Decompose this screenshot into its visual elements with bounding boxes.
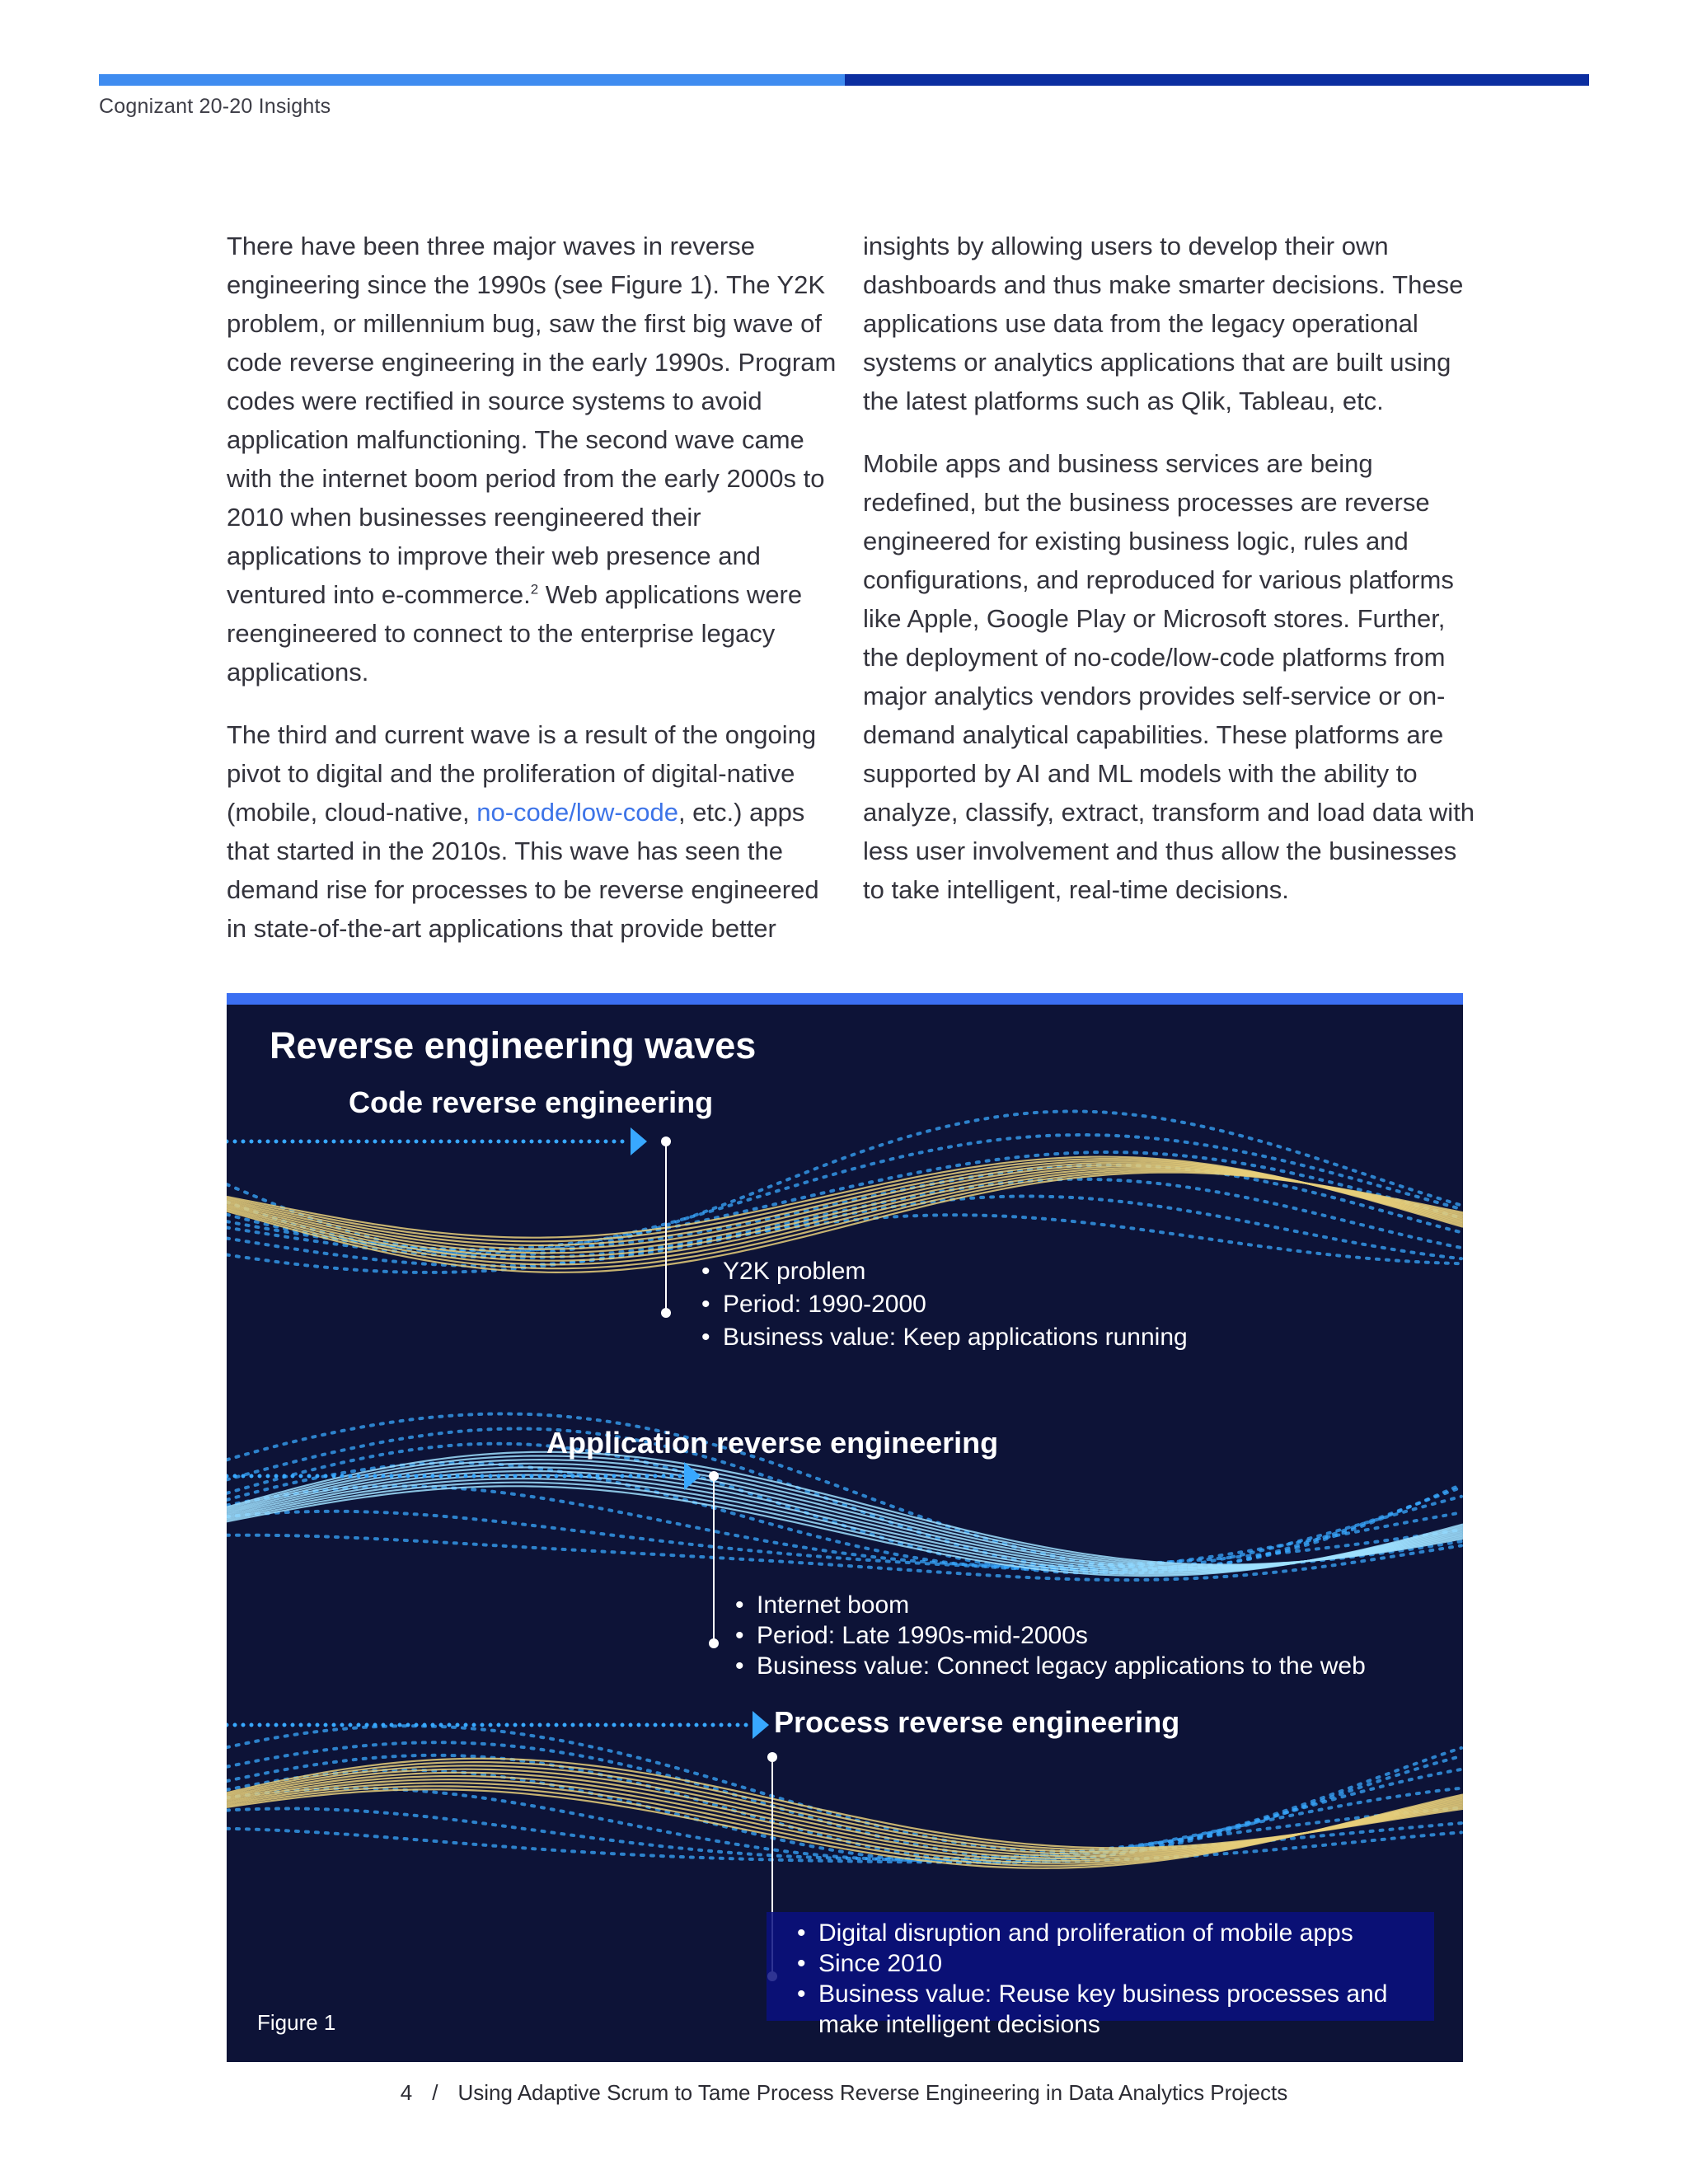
paragraph: insights by allowing users to develop their own dashboards and thus make smarter decisions. These applications use data from the legacy operational systems or analytics applications that are built using the latest platforms such as Qlik, Tableau, etc. xyxy=(863,232,1464,415)
no-code-low-code-link[interactable]: no-code/low-code xyxy=(476,798,678,827)
wave-title-code: Code reverse engineering xyxy=(349,1085,714,1119)
wave-strand xyxy=(227,1479,1463,1572)
footnote-ref[interactable]: 2 xyxy=(530,581,539,598)
paragraph xyxy=(227,227,841,691)
wave-bullets-code xyxy=(701,1255,1188,1354)
wave-bullets-application xyxy=(735,1590,1366,1681)
arrow-head-icon xyxy=(631,1127,647,1155)
bullet-item: • Digital disruption and proliferation of mobile apps xyxy=(797,1918,1407,1948)
page-number: 4 xyxy=(400,2080,413,2105)
wave-ribbon xyxy=(227,1112,1463,1272)
paragraph: Mobile apps and business services are being redefined, but the business processes are reverse engineered for existing business logic, rules and configurations, and reproduced for various platforms like Apple, Google Play or Microsoft stores. Further, the deployment of no-code/low-code platforms from major analytics vendors provides self-service or on-demand analytical capabilities. These platforms are supported by AI and ML models with the ability to analyze, classify, extract, transform and load data with less user involvement and thus allow the businesses to take intelligent, real-time decisions. xyxy=(863,449,1475,904)
footer-title: Using Adaptive Scrum to Tame Process Reverse Engineering in Data Analytics Projects xyxy=(457,2080,1288,2105)
paragraph-text: The third and current wave is a result of the ongoing pivot to digital and the proliferation of digital-native (mobile, cloud-native, xyxy=(227,720,817,827)
bullet-item: • Business value: Connect legacy applications to the web xyxy=(735,1651,1366,1681)
body-column-left xyxy=(227,227,841,972)
figure-reverse-engineering-waves xyxy=(227,993,1463,2062)
wave-ribbons xyxy=(227,1112,1463,1868)
wave-strand xyxy=(227,1759,1463,1849)
figure-title: Reverse engineering waves xyxy=(270,1024,757,1066)
paragraph-text: There have been three major waves in reverse engineering since the 1990s (see Figure 1). The Y2K problem, or millennium bug, saw the first big wave of code reverse engineering in the early 1990s. Program codes were rectified in source systems to avoid application malfunctioning. The second wave came with the internet boom period from the early 2000s to 2010 when businesses reengineered their applications to improve their web presence and ventured into e-commerce. xyxy=(227,232,837,609)
bullet-item: • Period: Late 1990s-mid-2000s xyxy=(735,1620,1366,1651)
wave-title-process: Process reverse engineering xyxy=(774,1705,1180,1739)
waves-illustration xyxy=(227,993,1463,2062)
bullet-item: • Since 2010 xyxy=(797,1948,1407,1979)
wave-bullets-process xyxy=(797,1918,1407,2040)
wave-strand xyxy=(227,1483,1463,1574)
timeline-dot xyxy=(661,1308,671,1318)
timeline-dot xyxy=(661,1137,671,1146)
bullet-item: • Internet boom xyxy=(735,1590,1366,1620)
wave-title-application: Application reverse engineering xyxy=(546,1426,999,1460)
paragraph-text: Web applications were reengineered to connect to the enterprise legacy applications. xyxy=(227,580,803,687)
figure-caption: Figure 1 xyxy=(257,2010,336,2035)
footer-separator: / xyxy=(432,2080,438,2105)
publication-title: Cognizant 20-20 Insights xyxy=(99,95,331,118)
paragraph xyxy=(227,715,841,948)
paragraph-text: , etc.) apps that started in the 2010s. This wave has seen the demand rise for processes to be reverse engineered in state-of-the-art applications that provide better xyxy=(227,798,819,943)
arrow-head-icon xyxy=(753,1711,769,1739)
timeline-dot xyxy=(709,1471,719,1481)
bullet-item: • Period: 1990-2000 xyxy=(701,1288,1188,1321)
wave-strand xyxy=(227,1776,1463,1858)
body-column-right xyxy=(863,227,1477,933)
header-bar-light-segment xyxy=(99,74,845,86)
wave-dot-row xyxy=(227,1535,1461,1580)
header-bar-dark-segment xyxy=(845,74,1589,86)
timeline-dot xyxy=(709,1638,719,1648)
wave-dot-row xyxy=(227,1726,1461,1851)
page-footer xyxy=(0,2080,1688,2106)
wave-ribbon xyxy=(227,1726,1463,1868)
bullet-item: • Business value: Keep applications running xyxy=(701,1321,1188,1354)
timeline-dot xyxy=(767,1752,777,1762)
header-accent-bar xyxy=(99,74,1589,86)
bullet-item: • Y2K problem xyxy=(701,1255,1188,1288)
wave-dot-row xyxy=(227,1511,1461,1570)
bullet-item: • Business value: Reuse key business processes and make intelligent decisions xyxy=(797,1979,1407,2040)
